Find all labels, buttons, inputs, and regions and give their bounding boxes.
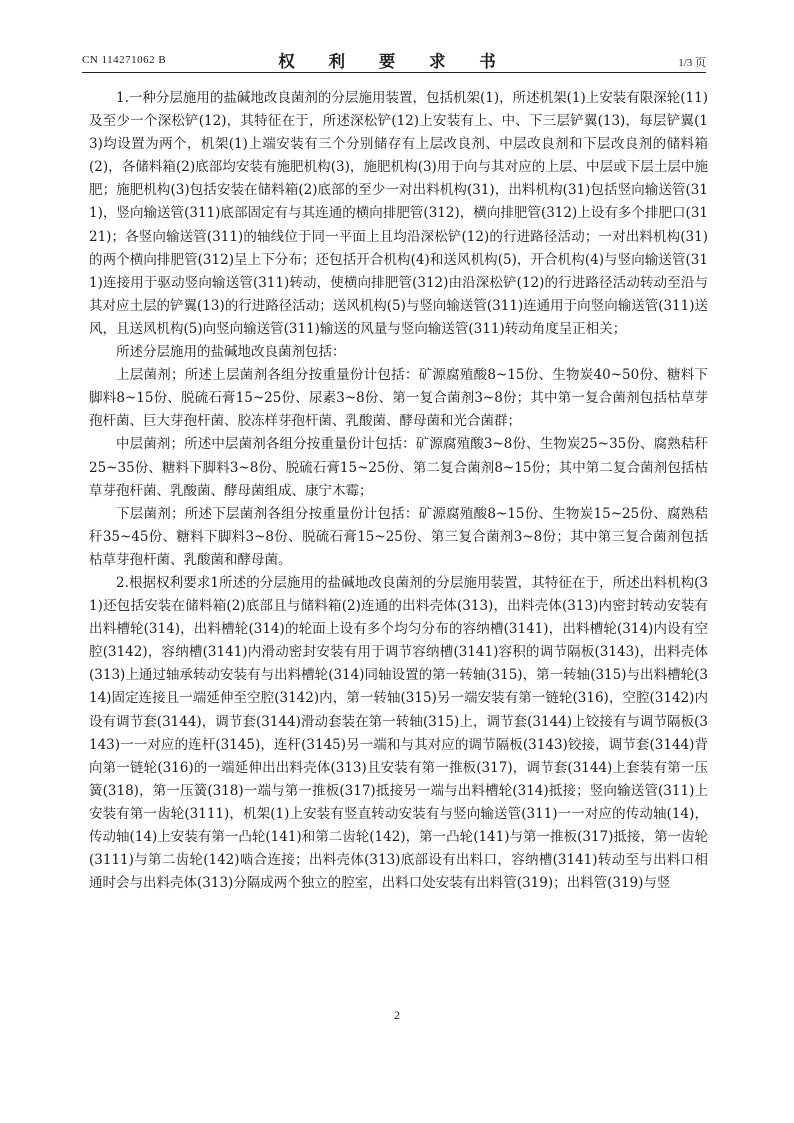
header-rule xyxy=(82,72,706,73)
upper-layer-agent-paragraph: 上层菌剂；所述上层菌剂各组分按重量份计包括：矿源腐殖酸8~15份、生物炭40~50份、糖料下脚料8~15份、脱硫石膏15~25份、尿素3~8份、第一复合菌剂3~8份；其中第一复合菌剂包括枯草芽孢杆菌、巨大芽孢杆菌、胶冻样芽孢杆菌、乳酸菌、酵母菌和光合菌群； xyxy=(89,367,708,430)
page-header xyxy=(82,48,706,70)
page-count: 1/3 页 xyxy=(678,57,706,69)
composition-intro-paragraph: 所述分层施用的盐碱地改良菌剂包括： xyxy=(116,344,346,361)
claim-1-paragraph: 1.一种分层施用的盐碱地改良菌剂的分层施用装置，包括机架(1)，所述机架(1)上安装有限深轮(11)及至少一个深松铲(12)，其特征在于，所述深松铲(12)上安装有上、中、下三层铲翼(13)，每层铲翼(13)均设置为两个，机架(1)上端安装有三个分别储存有上层改良剂、中层改良剂和下层改良剂的储料箱(2)，各储料箱(2)底部均安装有施肥机构(3)，施肥机构(3)用于向与其对应的上层、中层或下层土层中施肥；施肥机构(3)包括安装在储料箱(2)底部的至少一对出料机构(31)，出料机构(31)包括竖向输送管(311)，竖向输送管(311)底部固定有与其连通的横向排肥管(312)，横向排肥管(312)上设有多个排肥口(3121)；各竖向输送管(311)的轴线位于同一平面上且均沿深松铲(12)的行进路径活动；一对出料机构(31)的两个横向排肥管(312)呈上下分布；还包括开合机构(4)和送风机构(5)，开合机构(4)与竖向输送管(311)连接用于驱动竖向输送管(311)转动，使横向排肥管(312)由沿深松铲(12)的行进路径活动转动至沿与其对应土层的铲翼(13)的行进路径活动；送风机构(5)与竖向输送管(311)连通用于向竖向输送管(311)送风，且送风机构(5)向竖向输送管(311)输送的风量与竖向输送管(311)转动角度呈正相关； xyxy=(89,90,708,337)
page-number: 2 xyxy=(394,1008,400,1022)
document-title: 权 利 要 求 书 xyxy=(278,52,510,71)
lower-layer-agent-paragraph: 下层菌剂；所述下层菌剂各组分按重量份计包括：矿源腐殖酸8~15份、生物炭15~25份、腐熟秸秆35~45份、糖料下脚料3~8份、脱硫石膏15~25份、第三复合菌剂3~8份；其中第三复合菌剂包括枯草芽孢杆菌、乳酸菌和酵母菌。 xyxy=(89,505,708,568)
middle-layer-agent-paragraph: 中层菌剂；所述中层菌剂各组分按重量份计包括：矿源腐殖酸3~8份、生物炭25~35份、腐熟秸秆25~35份、糖料下脚料3~8份、脱硫石膏15~25份、第二复合菌剂8~15份；其中第二复合菌剂包括枯草芽孢杆菌、乳酸菌、酵母菌组成、康宁木霉； xyxy=(89,436,708,499)
publication-number: CN 114271062 B xyxy=(82,54,167,66)
claim-2-paragraph: 2.根据权利要求1所述的分层施用的盐碱地改良菌剂的分层施用装置，其特征在于，所述出料机构(31)还包括安装在储料箱(2)底部且与储料箱(2)连通的出料壳体(313)，出料壳体(313)内密封转动安装有出料槽轮(314)，出料槽轮(314)的轮面上设有多个均匀分布的容纳槽(3141)，出料槽轮(314)内设有空腔(3142)，容纳槽(3141)内滑动密封安装有用于调节容纳槽(3141)容积的调节隔板(3143)，出料壳体(313)上通过轴承转动安装有与出料槽轮(314)同轴设置的第一转轴(315)，第一转轴(315)与出料槽轮(314)固定连接且一端延伸至空腔(3142)内，第一转轴(315)另一端安装有第一链轮(316)，空腔(3142)内设有调节套(3144)，调节套(3144)滑动套装在第一转轴(315)上，调节套(3144)上铰接有与调节隔板(3143)一一对应的连杆(3145)，连杆(3145)另一端和与其对应的调节隔板(3143)铰接，调节套(3144)背向第一链轮(316)的一端延伸出出料壳体(313)且安装有第一推板(317)，调节套(3144)上套装有第一压簧(318)，第一压簧(318)一端与第一推板(317)抵接另一端与出料槽轮(314)抵接；竖向输送管(311)上安装有第一齿轮(3111)，机架(1)上安装有竖直转动安装有与竖向输送管(311)一一对应的传动轴(14)，传动轴(14)上安装有第一凸轮(141)和第二齿轮(142)，第一凸轮(141)与第一推板(317)抵接，第一齿轮(3111)与第二齿轮(142)啮合连接；出料壳体(313)底部设有出料口，容纳槽(3141)转动至与出料口相通时会与出料壳体(313)分隔成两个独立的腔室，出料口处安装有出料管(319)；出料管(319)与竖 xyxy=(89,574,708,892)
claims-body xyxy=(89,87,708,895)
